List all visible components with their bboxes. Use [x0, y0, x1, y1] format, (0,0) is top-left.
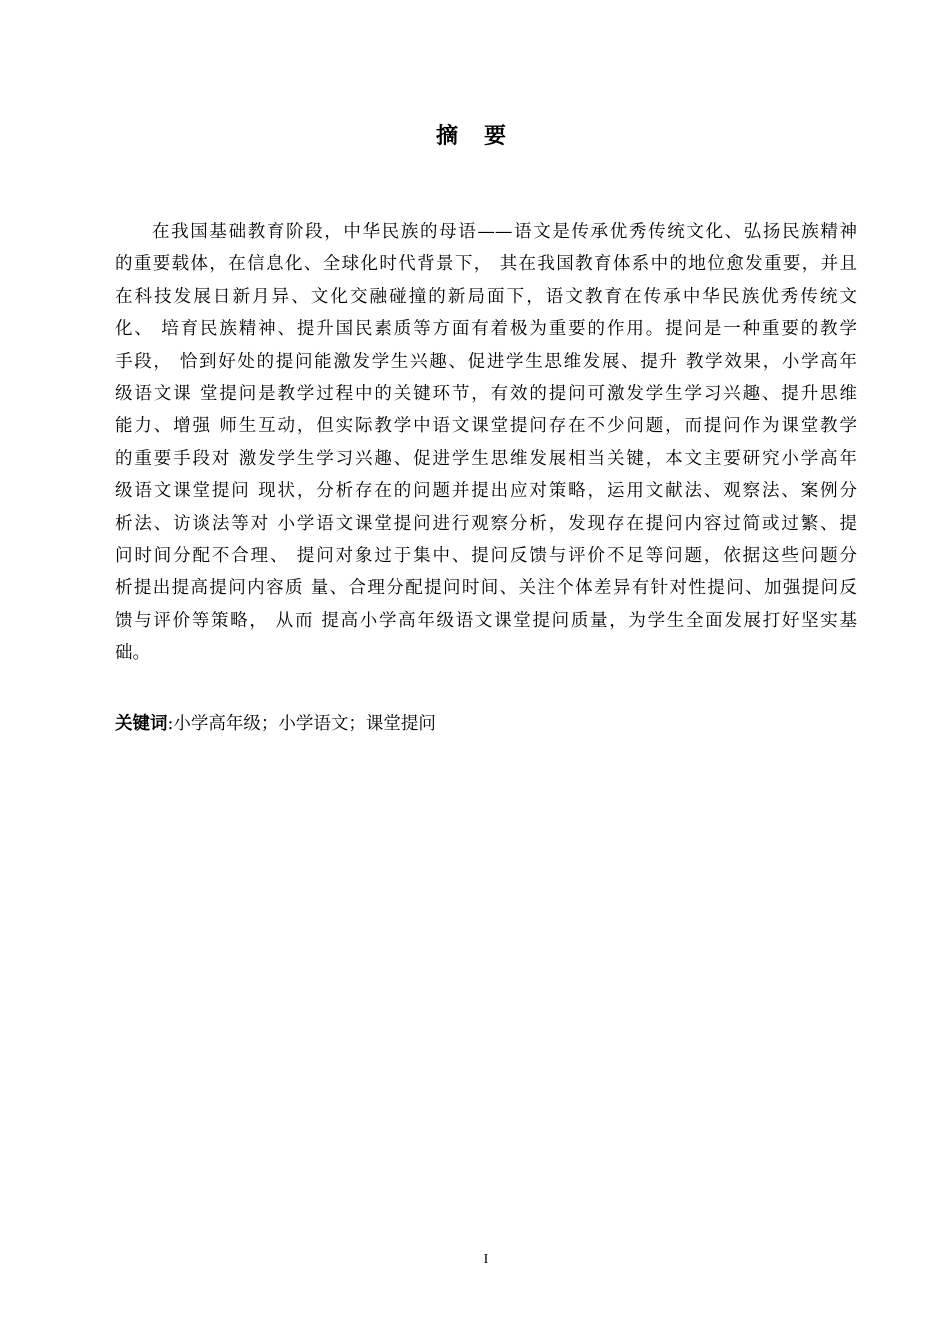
keywords-value: 小学高年级；小学语文；课堂提问 — [173, 714, 436, 734]
abstract-body — [115, 216, 857, 669]
abstract-line: 础。 — [115, 643, 150, 664]
abstract-line: 在科技发展日新月异、文化交融碰撞的新局面下，语文教育在传承中华民族优秀传统文 — [115, 286, 857, 307]
abstract-line: 手段， 恰到好处的提问能激发学生兴趣、促进学生思维发展、提升 教学效果，小学高年 — [115, 351, 857, 372]
abstract-line: 析提出提高提问内容质 量、合理分配提问时间、关注个体差异有针对性提问、加强提问反 — [115, 578, 857, 599]
abstract-line: 在我国基础教育阶段，中华民族的母语——语文是传承优秀传统文化、弘扬民族精神 — [152, 222, 857, 242]
keywords-separator: : — [167, 714, 174, 734]
abstract-title: 摘要 — [435, 124, 532, 149]
abstract-line: 析法、访谈法等对 小学语文课堂提问进行观察分析，发现存在提问内容过简或过繁、提 — [115, 513, 857, 534]
abstract-line: 级语文课 堂提问是教学过程中的关键环节，有效的提问可激发学生学习兴趣、提升思维 — [115, 383, 857, 404]
abstract-line: 能力、增强 师生互动，但实际教学中语文课堂提问存在不少问题，而提问作为课堂教学 — [115, 416, 857, 437]
page-number: I — [483, 1252, 489, 1267]
keywords — [115, 709, 436, 739]
keywords-label: 关键词 — [115, 714, 168, 734]
abstract-line: 的重要手段对 激发学生学习兴趣、促进学生思维发展相当关键，本文主要研究小学高年 — [115, 448, 857, 469]
abstract-line: 的重要载体，在信息化、全球化时代背景下， 其在我国教育体系中的地位愈发重要，并且 — [115, 254, 857, 275]
abstract-line: 问时间分配不合理、 提问对象过于集中、提问反馈与评价不足等问题，依据这些问题分 — [115, 545, 857, 566]
abstract-line: 馈与评价等策略， 从而 提高小学高年级语文课堂提问质量，为学生全面发展打好坚实基 — [115, 610, 857, 631]
abstract-line: 级语文课堂提问 现状，分析存在的问题并提出应对策略，运用文献法、观察法、案例分 — [115, 481, 857, 502]
abstract-line: 化、 培育民族精神、提升国民素质等方面有着极为重要的作用。提问是一种重要的教学 — [115, 319, 857, 340]
